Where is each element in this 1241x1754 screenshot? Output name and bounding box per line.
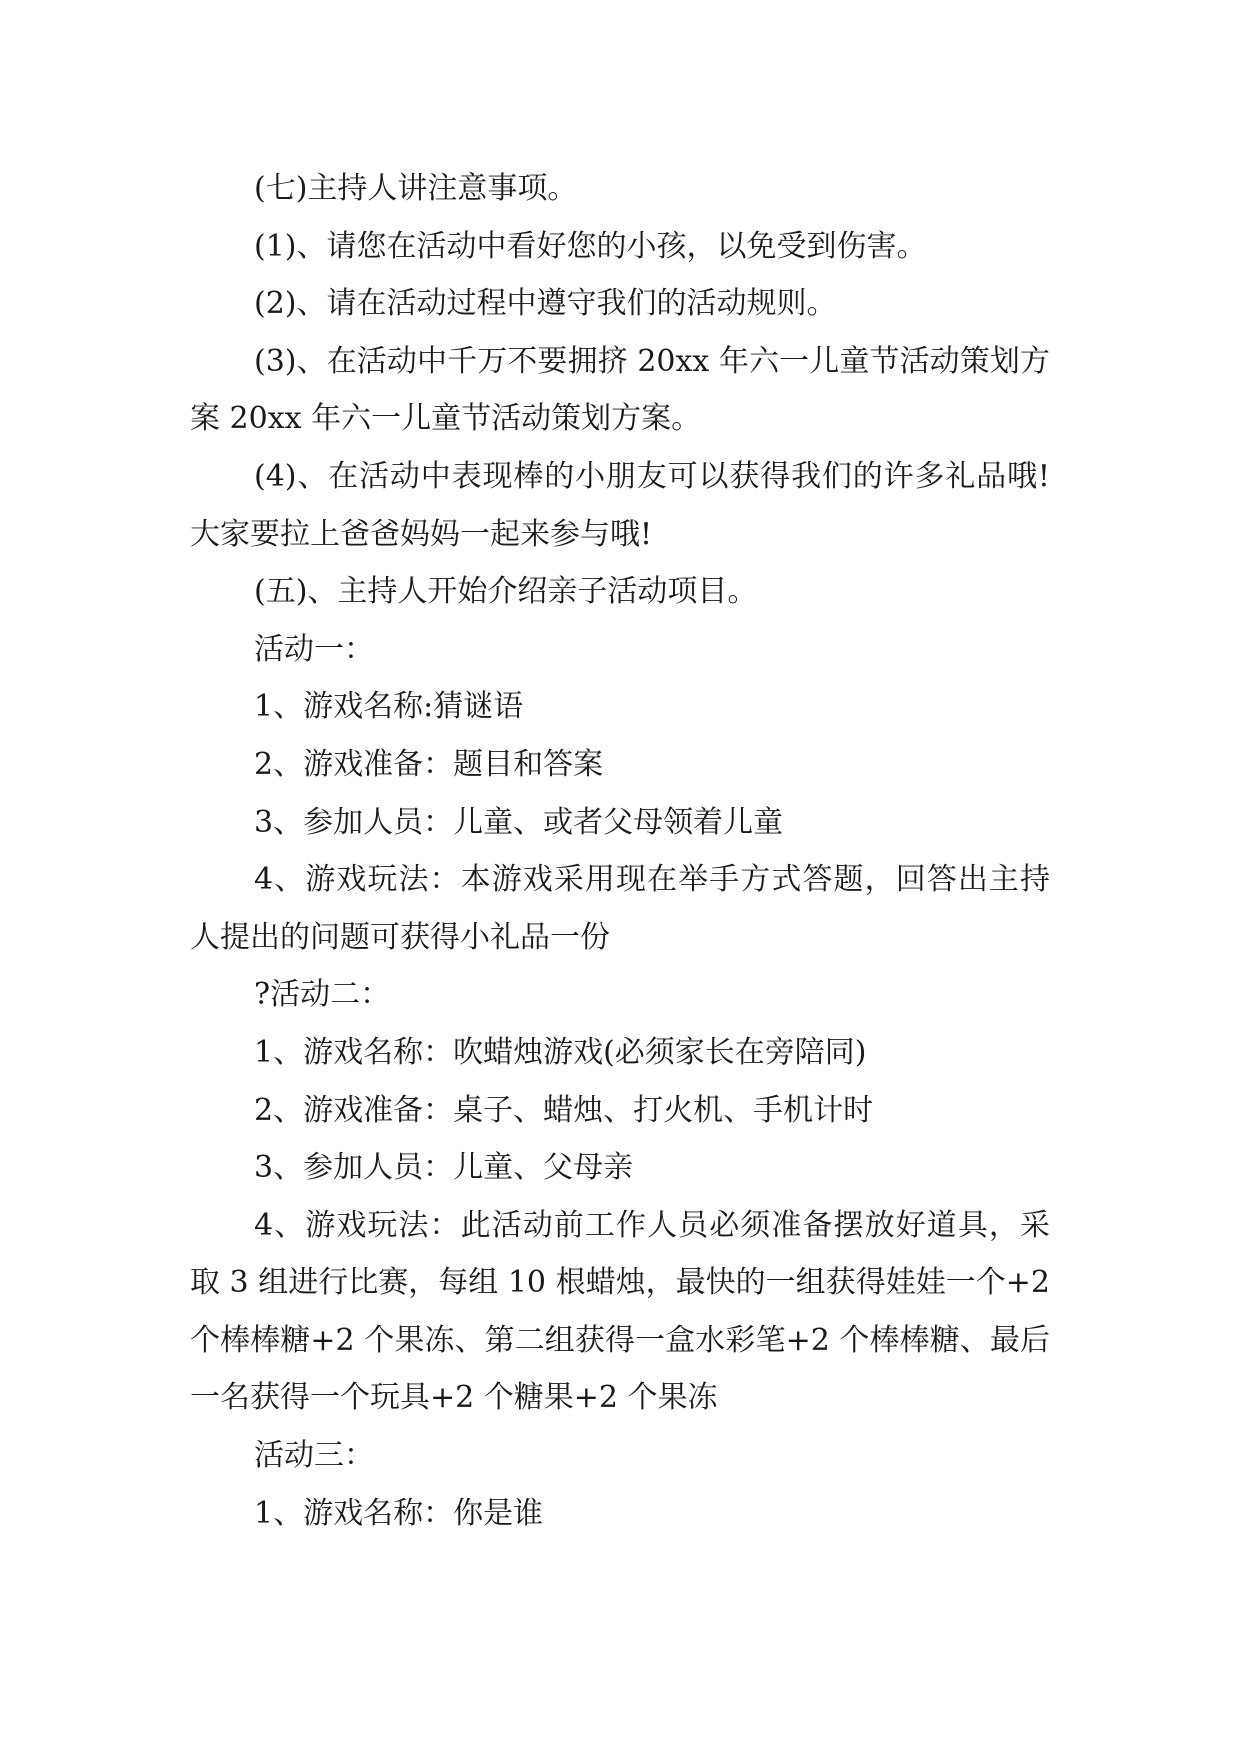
activity-2-prep: 2、游戏准备：桌子、蜡烛、打火机、手机计时: [254, 1092, 874, 1128]
note-item-3: (3)、在活动中千万不要拥挤 20xx 年六一儿童节活动策划方案 20xx 年六一儿童节活动策划方案。: [190, 343, 1050, 437]
note-item-2: (2)、请在活动过程中遵守我们的活动规则。: [254, 286, 837, 322]
activity-2-rules: 4、游戏玩法：此活动前工作人员必须准备摆放好道具，采取 3 组进行比赛，每组 10 根蜡烛，最快的一组获得娃娃一个+2 个棒棒糖+2 个果冻、第二组获得一盒水彩笔+2 个棒棒糖、最后一名获得一个玩具+2 个糖果+2 个果冻: [190, 1207, 1050, 1416]
activity-1-participants: 3、参加人员：儿童、或者父母领着儿童: [254, 804, 784, 840]
activity-1-title: 活动一：: [254, 631, 374, 667]
activity-1-prep: 2、游戏准备：题目和答案: [254, 746, 604, 782]
activity-1-name: 1、游戏名称:猜谜语: [254, 689, 524, 725]
activity-1-rules: 4、游戏玩法：本游戏采用现在举手方式答题，回答出主持人提出的问题可获得小礼品一份: [190, 862, 1050, 955]
note-item-1: (1)、请您在活动中看好您的小孩，以免受到伤害。: [254, 228, 927, 264]
activity-2-name: 1、游戏名称：吹蜡烛游戏(必须家长在旁陪同): [254, 1034, 867, 1070]
activity-3-name: 1、游戏名称：你是谁: [254, 1495, 544, 1531]
activity-2-title: ?活动二：: [254, 977, 391, 1013]
document-body: [190, 160, 1050, 1542]
activity-3-title: 活动三：: [254, 1438, 374, 1474]
heading-activities-intro: (五)、主持人开始介绍亲子活动项目。: [254, 574, 758, 610]
heading-notes: (七)主持人讲注意事项。: [254, 171, 578, 206]
activity-2-participants: 3、参加人员：儿童、父母亲: [254, 1150, 634, 1186]
note-item-4: (4)、在活动中表现棒的小朋友可以获得我们的许多礼品哦!大家要拉上爸爸妈妈一起来参与哦!: [190, 458, 1050, 552]
